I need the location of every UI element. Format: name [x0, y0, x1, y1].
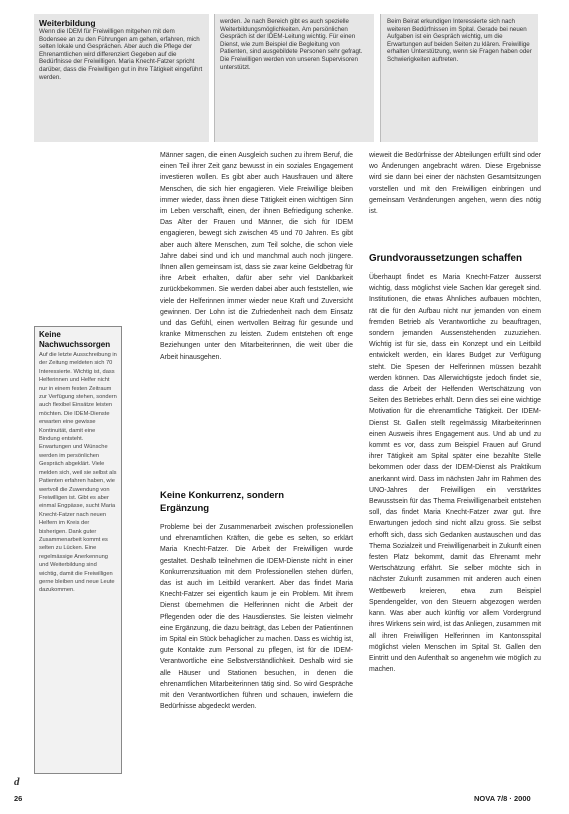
box-title: Weiterbildung	[39, 18, 96, 28]
paragraph: Probleme bei der Zusammenarbeit zwischen professionellen und ehrenamtlichen Kräften, die gebe es selten, so erklärt Maria Knecht-Fatzer. Die Arbeit der Freiwilligen wurde gestaltet. Deshalb teilnehmen die IDEM-Dienste nicht in einer Konkurrenzsituation mit dem Professionellen stehen dürfen, das ist auch im Leitbild verankert. Aber das findet Maria Knecht-Fatzer sei eigentlich kaum je ein Problem. Mit ihrem Dienst übernehmen die Helferinnen nicht die Arbeit der Pflegenden oder die des Hausdienstes. Sie leisten vielmehr eine Ergänzung, die dazu beiträgt, das Leben der Patientinnen im Spital ein Stück behaglicher zu machen. Dass es wichtig ist, gute Kontakte zum Personal zu pflegen, ist für die IDEM-Verantwortliche eine Selbstverständlichkeit. Deshalb wird sie alle Häuser und Stationen besuchen, in denen die ehrenamtlichen Mitarbeiterinnen tätig sind. So wird Gespräche mit den Verantwortlichen führen und schauen, inwiefern die Bedürfnisse abgedeckt werden.	[160, 524, 353, 711]
issue-label: NOVA 7/8 · 2000	[474, 794, 531, 803]
sidebar-box	[34, 326, 122, 774]
info-box-right	[380, 14, 538, 142]
column-right-top	[369, 150, 541, 220]
section-heading: Grundvoraussetzungen schaffen	[369, 253, 522, 264]
info-box-middle	[214, 14, 374, 142]
paragraph: wieweit die Bedürfnisse der Abteilungen erfüllt sind oder wo Änderungen angebracht wären. Diese Ergebnisse wird sie dann bei einer der nächsten Gesamtsitzungen vorstellen und mit den Freiwilligen einbringen und gemeinsam Veränderungen angehen, wenn dies nötig ist.	[369, 152, 541, 216]
paragraph: Männer sagen, die einen Ausgleich suchen zu ihrem Beruf, die einen Teil ihrer Zeit ganz bewusst in ein soziales Engagement investieren wollen. Es gibt aber auch Hausfrauen und ältere Menschen, die sich hier engagieren. Viele Freiwillige bleiben immer wieder, dass ihnen diese Tätigkeit einen wichtigen Sinn im Leben verschafft, einen, der ihnen Befriedigung schenke. Das Alter der Frauen und Männer, die sich für IDEM engagieren, bewegt sich zwischen 45 und 70 Jahren. Es gibt aber auch ältere Menschen, zum Teil solche, die schon viele Jahre dabei sind und ich und manchmal auch noch jüngere. Ihnen allen gemeinsam ist, dass sie zwar keine Geldbetrag für ihre Arbeit erhalten, dafür aber sehr viel Dankbarkeit zurückbekommen. Sie werden dabei aber auch feststellen, wie viele der Helferinnen immer wieder neue Kraft und Zuversicht gewinnen. Der Lohn ist die Zufriedenheit nach dem Einsatz und das Gefühl, einen wertvollen Beitrag für gesunde und kranke Mitmenschen zu leisten. Zudem entstehen oft enge Beziehungen unter den Mitarbeiterinnen, die weit über die Arbeit hinausgehen.	[160, 152, 353, 361]
column-right-bottom	[369, 272, 541, 788]
box-text: Wenn die IDEM für Freiwilligen mitgehen mit dem Bodensee an zu den Führungen am gehen, erfahren, mich selten lokale und Gesprächen. Aber auch die Pflege der Ehrenamtlichen wird differenziert Gegeben auf die Bedürfnisse der Freiwilligen. Maria Knecht-Fatzer spricht darüber, dass die Freiwilligen gut in ihre Tätigkeit eingeführt werden.	[39, 28, 203, 81]
corner-mark: d	[14, 776, 20, 788]
sidebar-text: Auf die letzte Ausschreibung in der Zeitung meldeten sich 70 Interessierte. Wichtig ist, dass Helferinnen und Helfer nicht nur in einem festen Zeitraum zur Verfügung stehen, sondern auch flexibel Einsätze leisten möchten. Die IDEM-Dienste erwarten eine gewisse Kontinuität, damit eine Bindung entsteht. Erwartungen und Wünsche werden im persönlichen Gespräch abgeklärt. Viele melden sich, weil sie selbst als Patienten erfahren haben, wie wertvoll die Zuwendung von Freiwilligen ist. Gibt es aber einmal Engpässe, sucht Maria Knecht-Fatzer nach neuen Helfern im Kreis der bisherigen. Dank guter Zusammenarbeit kommt es selten zu Lücken. Eine regelmässige Anerkennung und Weiterbildung sind wichtig, damit die Freiwilligen gerne bleiben und neue Leute dazukommen.	[39, 352, 117, 594]
info-box-weiterbildung	[34, 14, 209, 142]
box-text: Beim Beirat erkundigen Interessierte sich nach weiteren Bedürfnissen im Spital. Gerade bei neuen Aufgaben ist ein Gespräch wichtig, um die Erwartungen auf beiden Seiten zu klären. Freiwillige erhalten Unterstützung, wenn sie Fragen haben oder Schwierigkeiten auftreten.	[387, 18, 532, 63]
box-text: werden. Je nach Bereich gibt es auch spezielle Weiterbildungsmöglichkeiten. Am persönlichen Gespräch ist der IDEM-Leitung wichtig. Für einen Dienst, wie zum Beispiel die Begleitung von Patienten, sind ausgebildete Personen sehr gefragt. Die Freiwilligen werden von unseren Supervisoren unterstützt.	[220, 18, 363, 71]
page-number: 26	[14, 794, 23, 803]
column-middle-top	[160, 150, 353, 468]
sidebar-title: Keine Nachwuchssorgen	[39, 330, 111, 349]
paragraph: Überhaupt findet es Maria Knecht-Fatzer äusserst wichtig, dass möglichst viele Sachen klar geregelt sind. Institutionen, die etwas Ähnliches aufbauen möchten, rät die für den Aufbau nicht nur jemanden von einem fremden Betrieb als Verantwortliche zu beauftragen, sondern jemanden Aussenstehenden zuzuziehen. Wichtig ist für sie, dass ein Konzept und ein Leitbild entwickelt werden, ein klares Budget zur Verfügung steht. Die Spesen der Helferinnen müssen bezahlt werden können. Das Allerwichtigste jedoch findet sie, dass die Arbeit der Helfenden Wertschätzung von Seiten des Betriebes erhält. Denn dies sei eine wichtige Motivation für die ehrenamtliche Tätigkeit. Der IDEM-Dienst St. Gallen stellt regelmässig Mitarbeiterinnen einen Ausweis ihres Engagement aus. Und ab und zu kommt es vor, dass zum Beispiel Frauen auf Grund ihrer Tätigkeit am Spital später eine bezahlte Stelle bekommen oder dass der IDEM-Dienst als Praktikum anerkannt wird. Dass im nächsten Jahr im Rahmen des UNO-Jahres der Freiwilligen ein verstärktes Bewusstsein für das Thema Freiwilligenarbeit entstehen soll, das findet Maria Knecht-Fatzer zwar gut. Ihre Erwartungen jedoch sind nicht allzu gross. Sie selbst erhofft sich, dass sich Gedanken austauschen und das Thema Sozialzeit und Freiwilligenarbeit in Zukunft einen festen Platz bekommt, damit das Ehrenamt mehr Wertschätzung erfährt. Sie selber möchte sich in nächster Zukunft zusammen mit anderen auch einen Wettbewerb kreieren, etwa zum Beispiel Spendengelder, von den Steuern abgezogen werden kann. Was aber auch künftig vor allem Vordergrund ihres Wirkens sein wird, ist das Anliegen, zusammen mit all ihren Freiwilligen Helferinnen im Kantonsspital möglichst vielen Menschen im Spital St. Gallen den Eintritt und den Aufenthalt so angenehm wie möglich zu machen.	[369, 274, 541, 674]
section-heading: Keine Konkurrenz, sondern Ergänzung	[160, 490, 285, 514]
column-middle-bottom	[160, 522, 353, 790]
